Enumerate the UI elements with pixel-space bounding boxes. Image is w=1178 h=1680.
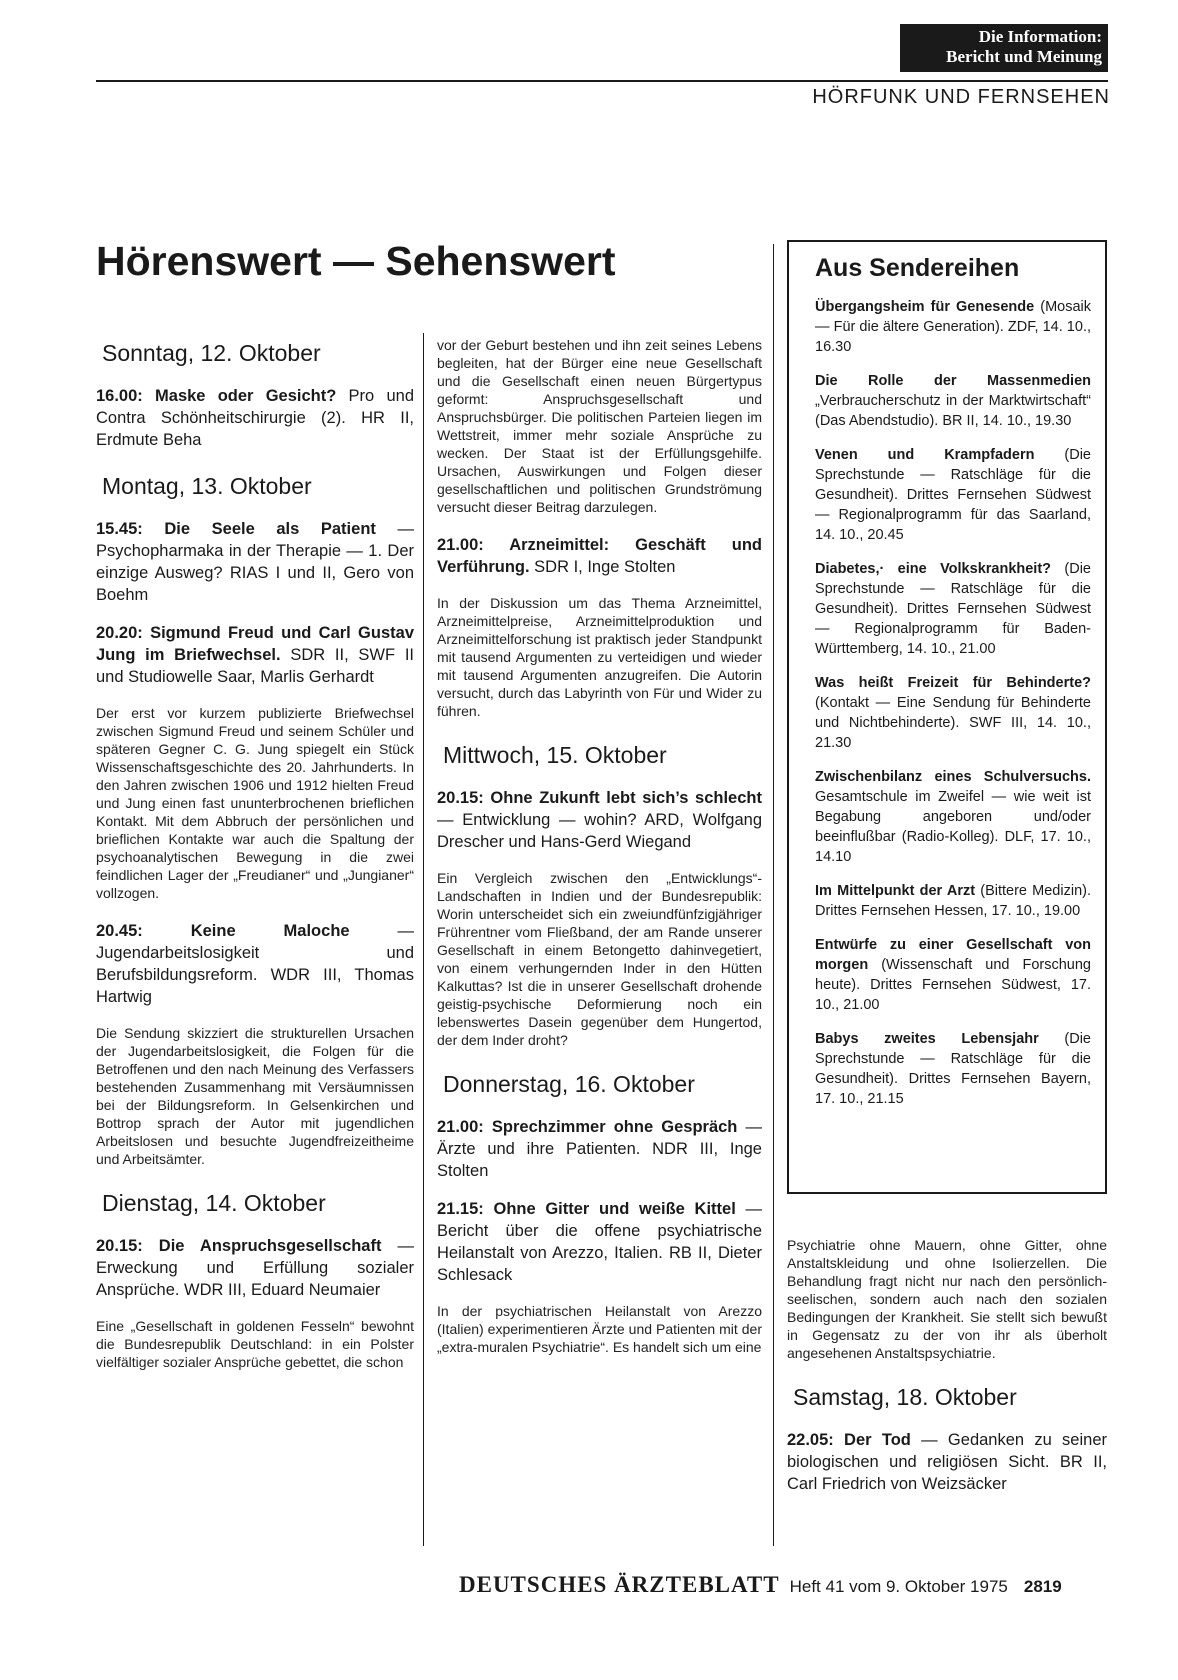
series-title: Babys zweites Lebensjahr (815, 1031, 1039, 1047)
page-footer (459, 1572, 1062, 1598)
series-details: (Die Sprechstunde — Ratschläge für die Gesundheit). Drittes Fernsehen Bayern, 17. 10., 21.15 (815, 1031, 1091, 1107)
day-heading: Donnerstag, 16. Oktober (443, 1071, 695, 1097)
series-title: Entwürfe zu einer Gesellschaft von morgen (815, 937, 1091, 973)
program-details: — Bericht über die offene psychiatrische Heilanstalt von Arezzo, Italien. RB II, Dieter Schlesack (437, 1200, 762, 1284)
program-title: 20.20: Sigmund Freud und Carl Gustav Jung im Briefwechsel. (96, 624, 414, 664)
series-title: Venen und Krampfadern (815, 447, 1035, 463)
series-details: (Die Sprechstunde — Ratschläge für die Gesundheit). Drittes Fernsehen Südwest — Regionalprogramm für Baden-Württemberg, 14. 10., 21.00 (815, 561, 1091, 657)
series-details: (Mosaik — Für die ältere Generation). ZDF, 14. 10., 16.30 (815, 299, 1091, 355)
series-entry (815, 673, 1091, 753)
program-details: SDR II, SWF II und Studiowelle Saar, Marlis Gerhardt (96, 646, 414, 686)
program-title: 20.45: Keine Maloche (96, 922, 350, 940)
sidebar-title: Aus Sendereihen (815, 254, 1020, 282)
day-heading: Mittwoch, 15. Oktober (443, 742, 667, 768)
program-title: 21.15: Ohne Gitter und weiße Kittel (437, 1200, 736, 1218)
series-title: Die Rolle der Massenmedien (815, 373, 1091, 389)
day-heading: Sonntag, 12. Oktober (102, 340, 321, 366)
program-description: Ein Vergleich zwischen den „Entwicklungs“-Landschaften in Indien und der Bundesrepublik: Worin unterscheidet sich ein zweiundfünfzigjähriger Frührentner vom Fließband, der am Rande unserer Gesellschaft in einem Betongetto dahinvegetiert, von einem verhungernden Inder in den Hütten Kalkuttas? Ist die in unserer Gesellschaft drohende geistig-psychische Deformierung noch ein lebenswertes Dasein gegenüber dem Hungertod, der dem Inder droht? (437, 870, 762, 1048)
day-heading: Montag, 13. Oktober (102, 473, 312, 499)
program-entry (437, 534, 762, 578)
program-entry (787, 1429, 1107, 1495)
program-title: 16.00: Maske oder Gesicht? (96, 387, 337, 405)
series-title: Was heißt Freizeit für Behinderte? (815, 675, 1091, 691)
series-entry (815, 445, 1091, 545)
program-details: — Erweckung und Erfüllung sozialer Ansprüche. WDR III, Eduard Neumaier (96, 1237, 414, 1299)
page-number: 2819 (1023, 1577, 1062, 1596)
series-title: Diabetes,· eine Volkskrankheit? (815, 561, 1052, 577)
program-title: 15.45: Die Seele als Patient (96, 520, 376, 538)
program-entry (96, 920, 414, 1008)
series-details: (Die Sprechstunde — Ratschläge für die Gesundheit). Drittes Fernsehen Südwest — Regionalprogramm für das Saarland, 14. 10., 20.45 (815, 447, 1091, 543)
column-divider (773, 244, 774, 1546)
program-title: 21.00: Sprechzimmer ohne Gespräch (437, 1118, 738, 1136)
program-title: 20.15: Die Anspruchsgesellschaft (96, 1237, 382, 1255)
header-rule (96, 80, 1108, 82)
sidebar-box (787, 240, 1107, 1194)
column-2 (437, 336, 762, 1374)
header-badge-line1: Die Information: (978, 27, 1102, 46)
program-details: — Psychopharmaka in der Therapie — 1. Der einzige Ausweg? RIAS I und II, Gero von Boehm (96, 520, 414, 604)
program-details: Pro und Contra Schönheitschirurgie (2). HR II, Erdmute Beha (96, 387, 414, 449)
program-description: Der erst vor kurzem publizierte Briefwechsel zwischen Sigmund Freud und seinem Schüler und späteren Gegner C. G. Jung spiegelt ein Stück Wissenschaftsgeschichte des 20. Jahrhunderts. In den Jahren zwischen 1906 und 1912 hielten Freud und Jung einen fast ununterbrochenen brieflichen Kontakt. Mit dem Abbruch der persönlichen und brieflichen Kontakte war auch die Spaltung der psychoanalytischen Bewegung in die zwei feindlichen Lager der „Freudianer“ und „Jungianer“ vollzogen. (96, 705, 414, 901)
program-description: Psychiatrie ohne Mauern, ohne Gitter, ohne Anstaltskleidung und ohne Isolierzellen. Die Behandlung fragt nicht nur nach den persönlich-seelischen, sondern auch nach den sozialen Bedingungen der Krankheit. Sie stellt sich bewußt in Gegensatz zu der von ihr als überholt angesehenen Anstaltspsychiatrie. (787, 1237, 1107, 1361)
series-entry (815, 935, 1091, 1015)
program-details: — Gedanken zu seiner biologischen und religiösen Sicht. BR II, Carl Friedrich von Weizsäcker (787, 1431, 1107, 1493)
series-entry (815, 881, 1091, 921)
program-entry (437, 1198, 762, 1286)
series-details: „Verbraucherschutz in der Marktwirtschaft“ (Das Abendstudio). BR II, 14. 10., 19.30 (815, 393, 1091, 429)
program-details: — Entwicklung — wohin? ARD, Wolfgang Drescher und Hans-Gerd Wiegand (437, 811, 762, 851)
series-title: Übergangsheim für Genesende (815, 299, 1035, 315)
header-badge (900, 24, 1108, 72)
series-entry (815, 559, 1091, 659)
program-description: In der psychiatrischen Heilanstalt von Arezzo (Italien) experimentieren Ärzte und Patienten mit der „extra-muralen Psychiatrie“. Es handelt sich um eine (437, 1303, 762, 1355)
series-details: (Wissenschaft und Forschung heute). Drittes Fernsehen Südwest, 17. 10., 21.00 (815, 957, 1091, 1013)
program-description: Die Sendung skizziert die strukturellen Ursachen der Jugendarbeitslosigkeit, die Folgen für die Betroffenen und den nach Meinung des Verfassers bestehenden Zusammenhang mit Versäumnissen bei der Bildungsreform. In Gelsenkirchen und Bottrop sprach der Autor mit jugendlichen Arbeitslosen und besuchte Jugendfreizeitheime und Arbeitsämter. (96, 1025, 414, 1167)
column-1 (96, 340, 414, 1389)
program-entry (437, 787, 762, 853)
page-title: Hörenswert — Sehenswert (96, 238, 616, 284)
program-entry (96, 385, 414, 451)
program-details: SDR I, Inge Stolten (529, 558, 676, 576)
program-title: 22.05: Der Tod (787, 1431, 911, 1449)
header-badge-line2: Bericht und Meinung (946, 47, 1102, 66)
day-heading: Samstag, 18. Oktober (793, 1384, 1017, 1410)
series-entry (815, 297, 1091, 357)
series-entry (815, 1029, 1091, 1109)
series-title: Im Mittelpunkt der Arzt (815, 883, 976, 899)
program-entry (96, 518, 414, 606)
magazine-name: DEUTSCHES ÄRZTEBLATT (459, 1572, 780, 1597)
series-details: (Kontakt — Eine Sendung für Behinderte und Nichtbehinderte). SWF III, 14. 10., 21.30 (815, 695, 1091, 751)
program-details: — Ärzte und ihre Patienten. NDR III, Inge Stolten (437, 1118, 762, 1180)
section-label: HÖRFUNK UND FERNSEHEN (812, 86, 1110, 108)
program-description: Eine „Gesellschaft in goldenen Fesseln“ bewohnt die Bundesrepublik Deutschland: in ein Polster vielfältiger sozialer Ansprüche gebettet, die schon (96, 1318, 414, 1370)
column-divider (423, 333, 424, 1546)
series-details: (Bittere Medizin). Drittes Fernsehen Hessen, 17. 10., 19.00 (815, 883, 1091, 919)
program-title: 21.00: Arzneimittel: Geschäft und Verführung. (437, 536, 762, 576)
program-description: In der Diskussion um das Thema Arzneimittel, Arzneimittelpreise, Arzneimittelproduktion und Arzneimittelforschung ist praktisch jeder Standpunkt mit tausend Argumenten zu verteidigen und wieder mit tausend Argumenten anzugreifen. Die Autorin versucht, durch das Labyrinth von Für und Wider zu führen. (437, 595, 762, 719)
program-details: — Jugendarbeitslosigkeit und Berufsbildungsreform. WDR III, Thomas Hartwig (96, 922, 414, 1006)
series-entry (815, 767, 1091, 867)
issue-info: Heft 41 vom 9. Oktober 1975 (789, 1577, 1008, 1596)
series-entry (815, 371, 1091, 431)
day-heading: Dienstag, 14. Oktober (102, 1190, 326, 1216)
program-entry (437, 1116, 762, 1182)
program-entry (96, 622, 414, 688)
program-title: 20.15: Ohne Zukunft lebt sich’s schlecht (437, 789, 762, 807)
series-details: Gesamtschule im Zweifel — wie weit ist Begabung angeboren und/oder beeinflußbar (Radio-Kolleg). DLF, 17. 10., 14.10 (815, 789, 1091, 865)
program-entry (96, 1235, 414, 1301)
column-3 (787, 1236, 1107, 1511)
series-title: Zwischenbilanz eines Schulversuchs. (815, 769, 1091, 785)
program-description: vor der Geburt bestehen und ihn zeit seines Lebens begleiten, hat der Bürger eine neue Gesellschaft und die Gesellschaft einen neuen Bürgertypus geformt: Anspruchsgesellschaft und Anspruchsbürger. Die politischen Parteien liegen im Wettstreit, immer mehr soziale Ansprüche zu wecken. Der Staat ist der Erfüllungsgehilfe. Ursachen, Auswirkungen und Folgen dieser gesellschaftlichen und politischen Grundströmung versucht dieser Beitrag darzulegen. (437, 337, 762, 515)
